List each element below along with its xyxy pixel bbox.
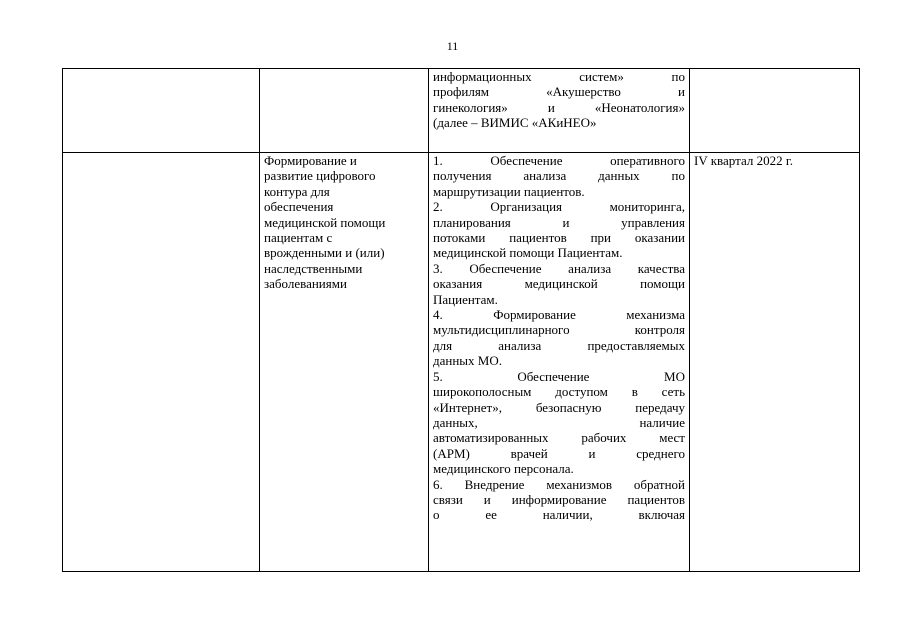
text-line: для анализа предоставляемых xyxy=(433,337,685,353)
text-line: профилям «Акушерство и xyxy=(433,84,685,100)
table-cell-empty xyxy=(260,69,429,153)
text-line: данных МО. xyxy=(433,353,502,369)
page-number: 11 xyxy=(446,39,459,53)
table-cell-description xyxy=(429,153,690,572)
text-line: развитие цифрового xyxy=(264,168,376,184)
text-line: (АРМ) врачей и среднего xyxy=(433,445,685,461)
text-line: планирования и управления xyxy=(433,214,685,230)
table-cell-deadline xyxy=(690,153,860,572)
text-line: 5. Обеспечение МО xyxy=(433,368,685,384)
text-line: медицинского персонала. xyxy=(433,461,574,477)
text-line: пациентам с xyxy=(264,230,333,246)
text-line: 4. Формирование механизма xyxy=(433,307,685,323)
text-line: наследственными xyxy=(264,260,363,276)
text-line: связи и информирование пациентов xyxy=(433,491,685,507)
table-cell-empty xyxy=(63,69,260,153)
text-line: оказания медицинской помощи xyxy=(433,276,685,292)
deadline-text: IV квартал 2022 г. xyxy=(694,153,793,168)
table-cell-description xyxy=(429,69,690,153)
text-line: получения анализа данных по xyxy=(433,168,685,184)
text-line: «Интернет», безопасную передачу xyxy=(433,399,685,415)
text-line: контура для xyxy=(264,183,330,199)
text-line: 1. Обеспечение оперативного xyxy=(433,153,685,168)
text-line: мультидисциплинарного контроля xyxy=(433,322,685,338)
text-line: о ее наличии, включая xyxy=(433,507,685,523)
plan-table xyxy=(62,68,860,572)
table-cell-empty xyxy=(690,69,860,153)
text-line: обеспечения xyxy=(264,199,334,215)
text-line: 6. Внедрение механизмов обратной xyxy=(433,476,685,492)
text-line: маршрутизации пациентов. xyxy=(433,183,585,199)
text-line: потоками пациентов при оказании xyxy=(433,230,685,246)
table-cell-activity xyxy=(260,153,429,572)
text-line: информационных систем» по xyxy=(433,69,685,84)
text-line: медицинской помощи Пациентам. xyxy=(433,245,623,261)
text-line: данных, наличие xyxy=(433,414,685,430)
text-line: широкополосным доступом в сеть xyxy=(433,384,685,400)
text-line: 2. Организация мониторинга, xyxy=(433,199,685,215)
text-line: врожденными и (или) xyxy=(264,245,385,261)
text-line: медицинской помощи xyxy=(264,214,386,230)
text-line: заболеваниями xyxy=(264,276,347,292)
text-line: гинекология» и «Неонатология» xyxy=(433,99,685,115)
text-line: автоматизированных рабочих мест xyxy=(433,430,685,446)
text-line: (далее – ВИМИС «АКиНЕО» xyxy=(433,115,597,131)
text-line: 3. Обеспечение анализа качества xyxy=(433,260,685,276)
text-line: Пациентам. xyxy=(433,291,498,307)
table-row xyxy=(63,153,860,572)
table-cell-empty xyxy=(63,153,260,572)
table-row xyxy=(63,69,860,153)
text-line: Формирование и xyxy=(264,153,357,168)
